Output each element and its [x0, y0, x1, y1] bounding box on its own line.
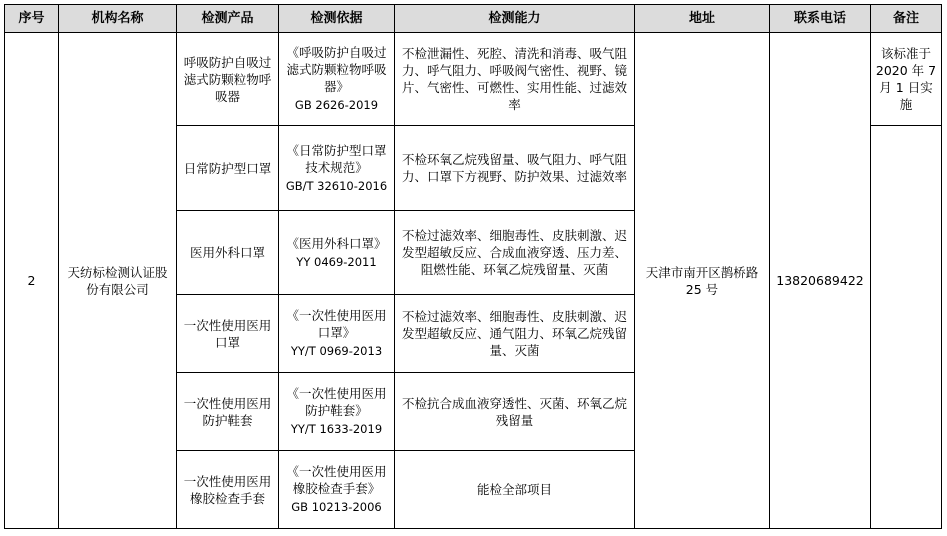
- product-cell: 一次性使用医用口罩: [177, 295, 279, 373]
- record-address: 天津市南开区鹊桥路 25 号: [635, 33, 770, 529]
- basis-standard: GB 10213-2006: [291, 500, 382, 514]
- header-basis: 检测依据: [279, 5, 395, 33]
- basis-cell: [279, 33, 395, 126]
- header-row: [5, 5, 942, 33]
- basis-standard: YY/T 0969-2013: [290, 344, 383, 358]
- basis-standard: GB 2626-2019: [294, 98, 379, 112]
- institution-table: [4, 4, 942, 529]
- ability-cell: 不检环氧乙烷残留量、吸气阻力、呼气阻力、口罩下方视野、防护效果、过滤效率: [395, 126, 635, 211]
- ability-cell: 不检泄漏性、死腔、清洗和消毒、吸气阻力、呼气阻力、呼吸阀气密性、视野、镜片、气密性、可燃性、实用性能、过滤效率: [395, 33, 635, 126]
- header-address: 地址: [635, 5, 770, 33]
- product-cell: 一次性使用医用橡胶检查手套: [177, 451, 279, 529]
- header-phone: 联系电话: [770, 5, 871, 33]
- basis-cell: [279, 373, 395, 451]
- product-cell: 呼吸防护自吸过滤式防颗粒物呼吸器: [177, 33, 279, 126]
- basis-cell: [279, 451, 395, 529]
- header-remark: 备注: [871, 5, 942, 33]
- basis-title: 《呼吸防护自吸过滤式防颗粒物呼吸器》: [286, 45, 387, 94]
- basis-cell: [279, 295, 395, 373]
- basis-standard: GB/T 32610-2016: [285, 178, 388, 193]
- header-product: 检测产品: [177, 5, 279, 33]
- record-index: 2: [5, 33, 59, 529]
- basis-cell: [279, 126, 395, 211]
- header-index: 序号: [5, 5, 59, 33]
- basis-standard: YY 0469-2011: [296, 254, 377, 269]
- header-org: 机构名称: [59, 5, 177, 33]
- record-org: 天纺标检测认证股份有限公司: [59, 33, 177, 529]
- basis-standard: YY/T 1633-2019: [290, 422, 383, 436]
- basis-title: 《医用外科口罩》: [286, 235, 387, 251]
- ability-cell: 不检抗合成血液穿透性、灭菌、环氧乙烷残留量: [395, 373, 635, 451]
- basis-title: 《一次性使用医用橡胶检查手套》: [286, 464, 387, 496]
- basis-title: 《一次性使用医用防护鞋套》: [286, 386, 387, 418]
- ability-cell: 不检过滤效率、细胞毒性、皮肤刺激、迟发型超敏反应、通气阻力、环氧乙烷残留量、灭菌: [395, 295, 635, 373]
- header-ability: 检测能力: [395, 5, 635, 33]
- remark-blank-cell: [871, 126, 942, 529]
- record-phone: 13820689422: [770, 33, 871, 529]
- basis-title: 《日常防护型口罩技术规范》: [286, 142, 387, 175]
- remark-cell: 该标准于 2020 年 7 月 1 日实施: [871, 33, 942, 126]
- basis-title: 《一次性使用医用口罩》: [286, 308, 387, 340]
- product-cell: 医用外科口罩: [177, 211, 279, 295]
- ability-cell: 能检全部项目: [395, 451, 635, 529]
- product-cell: 日常防护型口罩: [177, 126, 279, 211]
- table-row: [5, 33, 942, 126]
- ability-cell: 不检过滤效率、细胞毒性、皮肤刺激、迟发型超敏反应、合成血液穿透、压力差、阻燃性能、环氧乙烷残留量、灭菌: [395, 211, 635, 295]
- product-cell: 一次性使用医用防护鞋套: [177, 373, 279, 451]
- basis-cell: [279, 211, 395, 295]
